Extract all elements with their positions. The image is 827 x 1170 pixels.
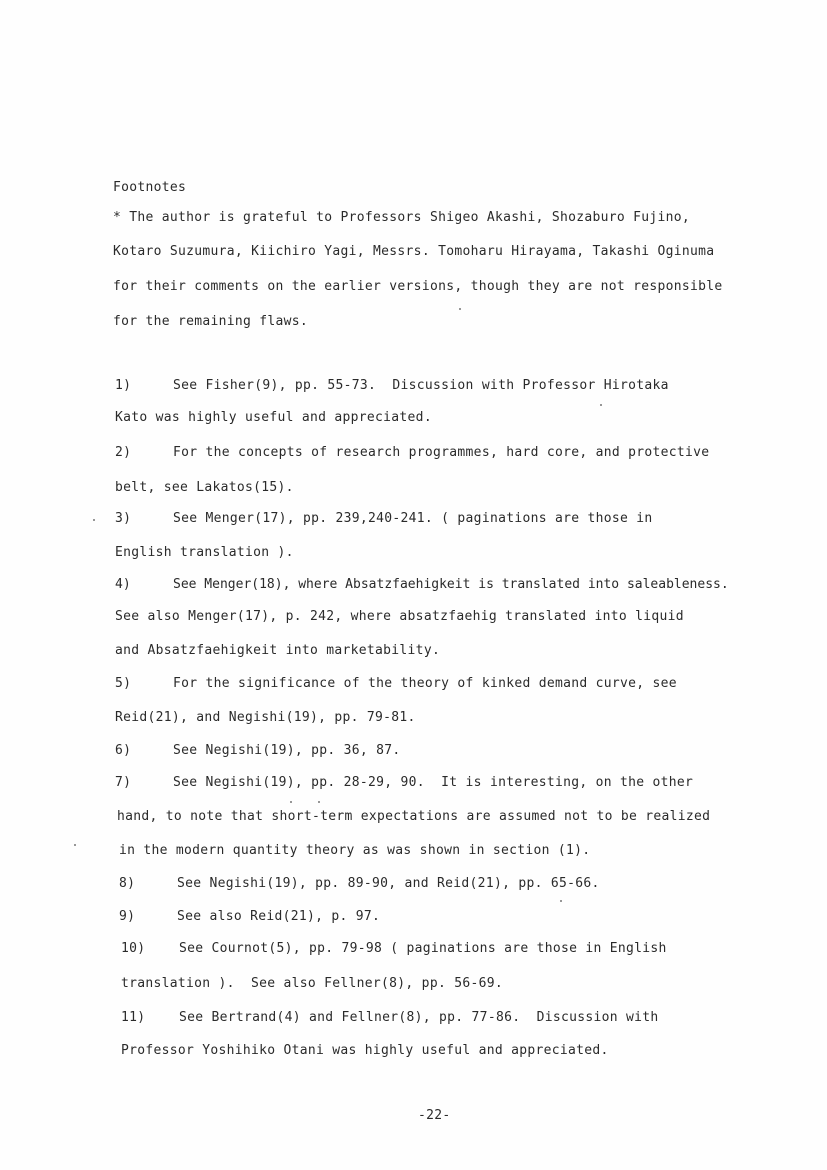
footnote-2: [115, 445, 709, 461]
footnote-text: See Negishi(19), pp. 36, 87.: [173, 743, 401, 758]
footnote-text: See Fisher(9), pp. 55-73. Discussion with Professor Hirotaka: [173, 378, 669, 393]
footnote-7: [115, 775, 693, 791]
scan-speck: [560, 900, 562, 902]
acknowledgement-line: * The author is grateful to Professors Shigeo Akashi, Shozaburo Fujino,: [113, 210, 690, 225]
footnote-4: [115, 577, 729, 593]
footnote-number: 3): [115, 511, 132, 526]
footnote-1: [115, 378, 669, 394]
scan-speck: [459, 308, 461, 310]
footnote-number: 5): [115, 676, 132, 691]
footnote-5: [115, 676, 677, 692]
acknowledgement-line: for their comments on the earlier versions, though they are not responsible: [113, 279, 723, 294]
footnote-number: 10): [121, 941, 146, 956]
scan-speck: [290, 801, 292, 803]
footnote-number: 6): [115, 743, 132, 758]
footnote-continuation: See also Menger(17), p. 242, where absatzfaehig translated into liquid: [115, 609, 684, 624]
footnote-9: [119, 909, 380, 925]
footnote-text: See Cournot(5), pp. 79-98 ( paginations are those in English: [179, 941, 667, 956]
footnote-6: [115, 743, 401, 759]
acknowledgement-line: Kotaro Suzumura, Kiichiro Yagi, Messrs. Tomoharu Hirayama, Takashi Oginuma: [113, 244, 715, 259]
scan-speck: [318, 801, 320, 803]
footnote-number: 1): [115, 378, 132, 393]
footnote-text: See Menger(17), pp. 239,240-241. ( paginations are those in: [173, 511, 653, 526]
footnote-continuation: belt, see Lakatos(15).: [115, 480, 294, 495]
footnote-11: [121, 1010, 658, 1026]
footnote-continuation: Reid(21), and Negishi(19), pp. 79-81.: [115, 710, 416, 725]
footnote-continuation: hand, to note that short-term expectations are assumed not to be realized: [117, 809, 711, 824]
footnote-text: See Negishi(19), pp. 89-90, and Reid(21), pp. 65-66.: [177, 876, 600, 891]
scan-speck: [74, 844, 76, 846]
footnote-8: [119, 876, 600, 892]
scan-speck: [93, 519, 95, 521]
footnote-text: See Menger(18), where Absatzfaehigkeit is translated into saleableness.: [173, 577, 729, 592]
footnote-number: 9): [119, 909, 136, 924]
page-number: -22-: [418, 1108, 451, 1123]
footnote-continuation: Professor Yoshihiko Otani was highly useful and appreciated.: [121, 1043, 609, 1058]
footnote-number: 4): [115, 577, 131, 592]
footnote-text: See also Reid(21), p. 97.: [177, 909, 381, 924]
footnote-continuation: in the modern quantity theory as was shown in section (1).: [119, 843, 591, 858]
footnote-text: For the significance of the theory of kinked demand curve, see: [173, 676, 677, 691]
footnote-number: 7): [115, 775, 132, 790]
footnotes-heading: Footnotes: [113, 180, 187, 195]
footnote-continuation: Kato was highly useful and appreciated.: [115, 410, 432, 425]
acknowledgement-line: for the remaining flaws.: [113, 314, 309, 329]
footnote-number: 2): [115, 445, 132, 460]
footnote-3: [115, 511, 652, 527]
footnote-number: 11): [121, 1010, 146, 1025]
footnote-text: See Negishi(19), pp. 28-29, 90. It is interesting, on the other: [173, 775, 694, 790]
footnote-number: 8): [119, 876, 136, 891]
footnote-continuation: and Absatzfaehigkeit into marketability.: [115, 643, 441, 658]
footnote-10: [121, 941, 667, 957]
footnote-text: See Bertrand(4) and Fellner(8), pp. 77-86. Discussion with: [179, 1010, 659, 1025]
footnote-continuation: English translation ).: [115, 545, 294, 560]
footnote-continuation: translation ). See also Fellner(8), pp. 56-69.: [121, 976, 503, 991]
footnote-text: For the concepts of research programmes, hard core, and protective: [173, 445, 710, 460]
scan-speck: [600, 404, 602, 406]
